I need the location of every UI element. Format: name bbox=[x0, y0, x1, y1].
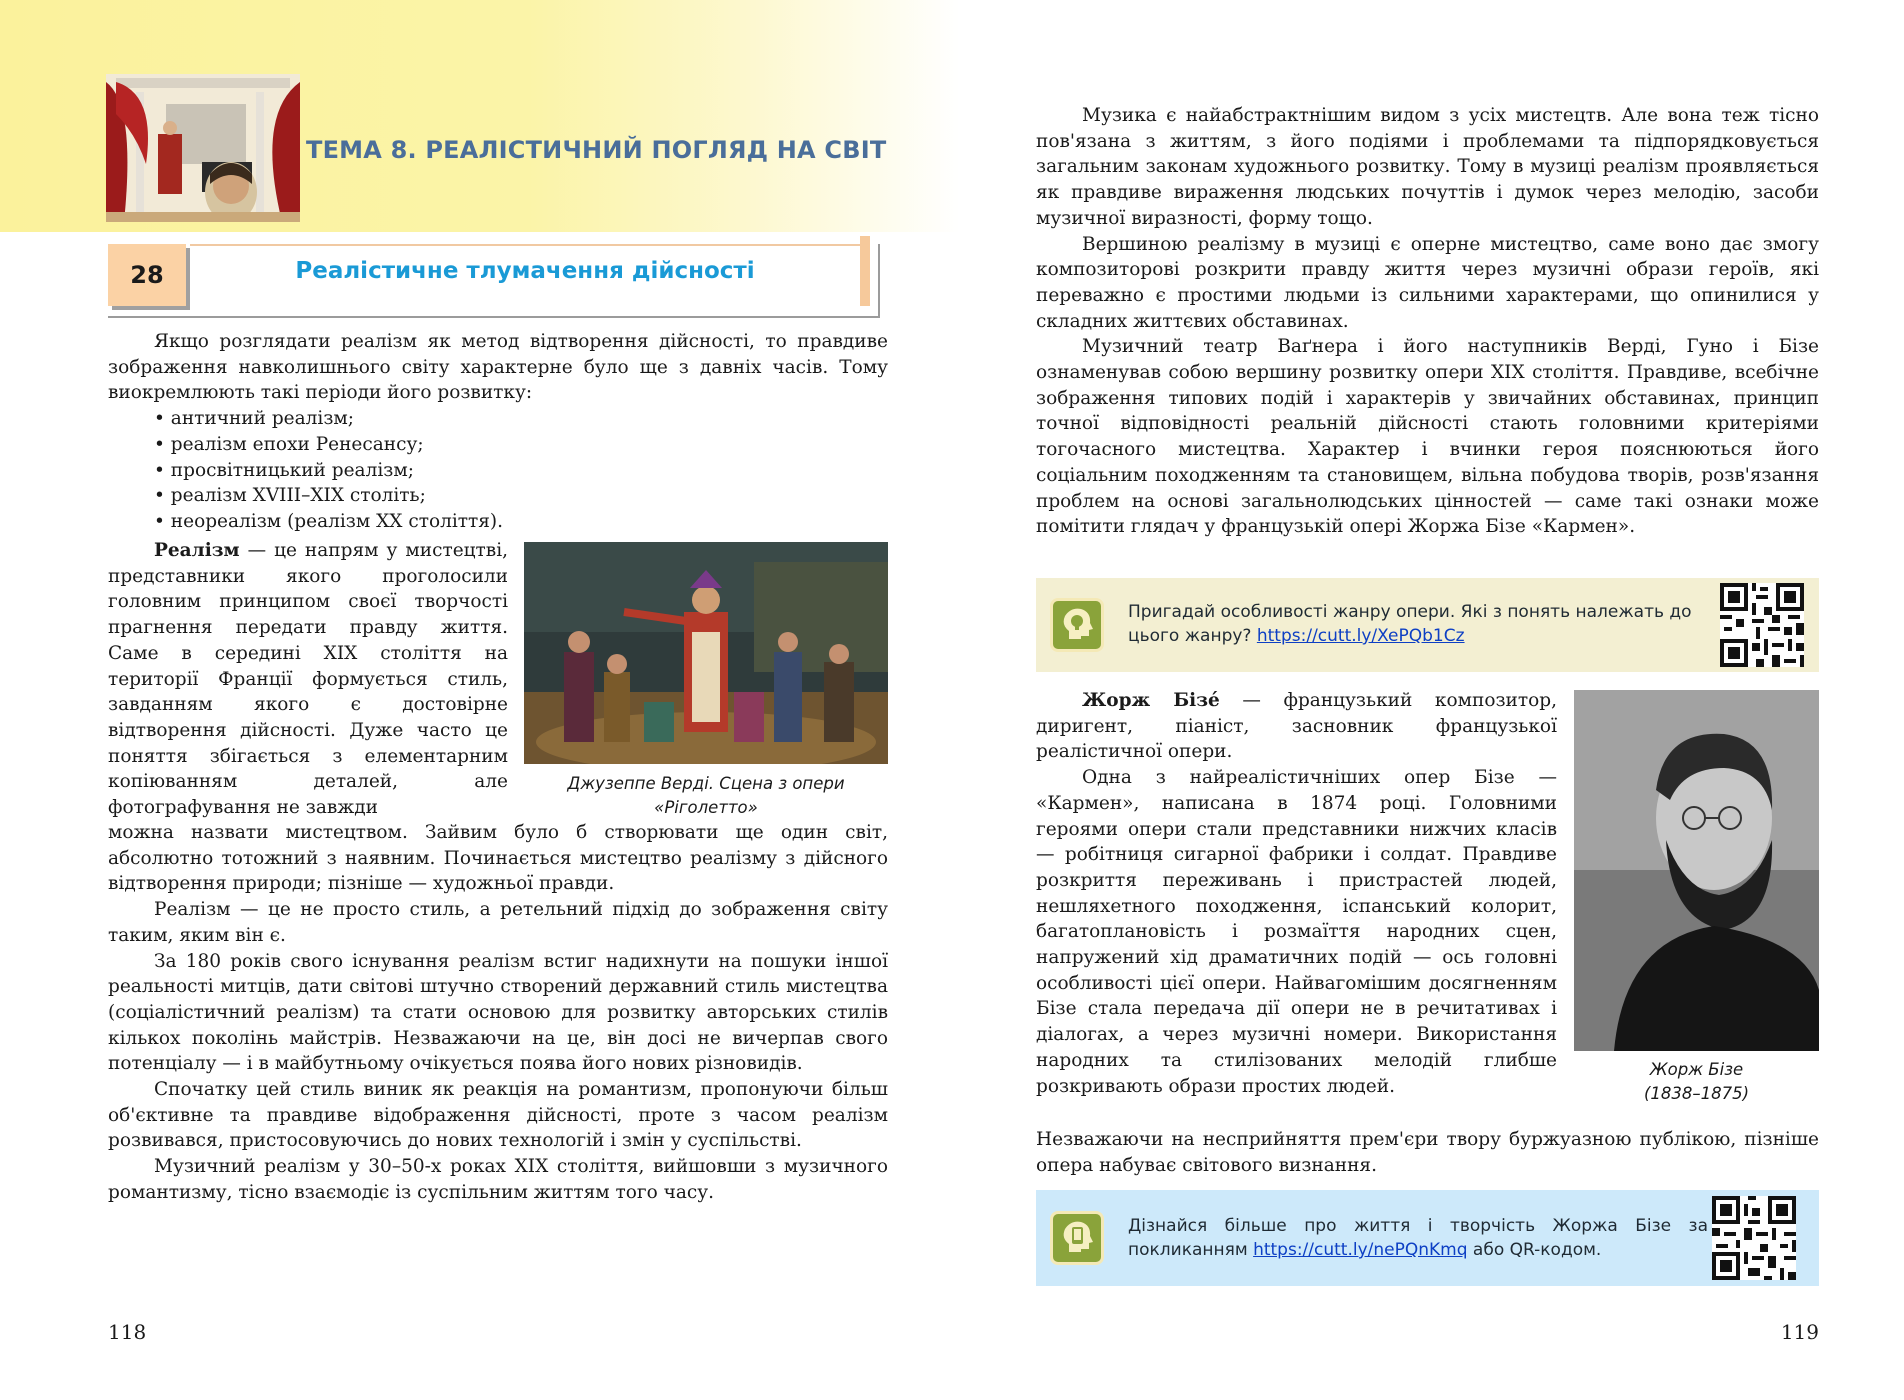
lesson-header-accent bbox=[860, 236, 870, 306]
recall-note-link[interactable]: https://cutt.ly/XePQb1Cz bbox=[1256, 626, 1465, 646]
recall-note bbox=[1036, 578, 1819, 672]
bizet-name: Жорж Бізе́ bbox=[1082, 690, 1220, 711]
opera-photo-caption: Джузеппе Верді. Сцена з опери «Ріголетто» bbox=[567, 774, 845, 817]
realism-definition-text: — це напрям у мистецтві, представники якого проголосили головним принципом своєї творчості прагнення передати правду життя. Саме в середині XIX століття на території Франції формується стиль, завданням якого є достовірне відтворення дійсності. Дуже часто це поняття збігається з елементарним копіюванням деталей, але фотографування не завжди bbox=[108, 540, 508, 819]
learn-more-note bbox=[1036, 1190, 1819, 1286]
rigoletto-scene-photo bbox=[524, 542, 888, 764]
learn-more-link[interactable]: https://cutt.ly/nePQnKmq bbox=[1253, 1240, 1468, 1260]
music-text-block bbox=[1036, 103, 1819, 540]
history-paragraph: За 180 років свого існування реалізм встиг надихнути на пошуки іншої реальності митців, дати світові штучно створений державний стиль мистецтва (соціалістичний реалізм) та стати основою для розвитку авторських стилів кількох поколінь майстрів. Незважаючи на це, він досі не вичерпав свого потенціалу — і в майбутньому очікується поява його нових різновидів. bbox=[108, 950, 888, 1075]
opera-paragraph: Вершиною реалізму в музиці є оперне мистецтво, саме воно дає змогу композиторові розкрити правду життя через музичні образи героїв, які переважно є простими людьми із сильними характерами, що опинилися у складних життєвих обставинах. bbox=[1036, 233, 1819, 332]
list-item: • реалізм XVIII–XIX століть; bbox=[154, 483, 888, 509]
style-paragraph: Реалізм — це не просто стиль, а ретельний підхід до зображення світу таким, яким він є. bbox=[108, 899, 888, 946]
recall-note-text: Пригадай особливості жанру опери. Які з понять належать до цього жанру? https://cutt.ly/XePQb1Cz bbox=[1128, 602, 1692, 646]
page-number: 118 bbox=[108, 1320, 147, 1344]
lesson-title: Реалістичне тлумачення дійсності bbox=[295, 258, 755, 284]
list-item: • античний реалізм; bbox=[154, 406, 888, 432]
carmen-tail-block bbox=[1036, 1127, 1819, 1178]
carmen-paragraph: Одна з найреалістичніших опер Бізе — «Кармен», написана в 1874 році. Головними героями опери стали представники нижчих класів — робітниця сигарної фабрики і солдат. Правдиве розкриття переживань і пристрастей людей, нешляхетного походження, іспанський колорит, багатоплановість і розмаїття народних сцен, напружений хід драматичних подій — ось головні особливості цієї опери. Найвагомішим досягненням Бізе стала передача дії опери не в речитативах і діалогах, а через музичні номери. Використання народних та стилізованих мелодій глибше розкривають образи простих людей. bbox=[1036, 767, 1557, 1097]
bizet-definition: — французький композитор, диригент, піаніст, засновник французької реалістичної опери. bbox=[1036, 690, 1557, 763]
list-item: • неореалізм (реалізм XX століття). bbox=[154, 509, 888, 535]
bizet-portrait-photo bbox=[1574, 690, 1819, 1051]
bizet-text-block bbox=[1036, 688, 1557, 1099]
music-realism-paragraph: Музичний реалізм у 30–50-х роках XIX століття, вийшовши з музичного романтизму, тісно взаємодіє із суспільним життям того часу. bbox=[108, 1156, 888, 1203]
main-text-block bbox=[108, 820, 888, 1206]
qr-code-icon[interactable] bbox=[1720, 583, 1804, 667]
realism-definition bbox=[108, 538, 508, 821]
bizet-caption-years: (1838–1875) bbox=[1643, 1084, 1750, 1103]
carmen-tail: Незважаючи на несприйняття прем'єри твору буржуазною публікою, пізніше опера набуває світового визнання. bbox=[1036, 1129, 1819, 1176]
learn-more-text: Дізнайся більше про життя і творчість Жоржа Бізе за покликанням https://cutt.ly/nePQnKmq або QR-кодом. bbox=[1128, 1216, 1708, 1260]
reaction-paragraph: Спочатку цей стиль виник як реакція на романтизм, пропонуючи більш об'єктивне та правдиве відображення дійсності, проте з часом реалізм розвивався, пристосовуючись до нових технологій і змін у суспільстві. bbox=[108, 1079, 888, 1152]
wagner-paragraph: Музичний театр Ваґнера і його наступників Верді, Гуно і Бізе ознаменував собою вершину розвитку опери XIX століття. Правдиве, всебічне зображення типових подій і характерів у звичайних обставинах, принцип точної відповідності реальній дійсності стають головними критеріями тогочасного мистецтва. Характер і вчинки героя пояснюються його соціальним походженням та становищем, вільна побудова творів, розв'язання проблем на основі загальнолюдських цінностей — саме такі ознаки може помітити глядач у французькій опері Жоржа Бізе «Кармен». bbox=[1036, 336, 1819, 538]
phone-head-icon bbox=[1050, 1211, 1104, 1265]
page-number: 119 bbox=[1780, 1320, 1819, 1344]
bizet-caption-name: Жорж Бізе bbox=[1649, 1060, 1744, 1079]
theme-title: ТЕМА 8. РЕАЛІСТИЧНИЙ ПОГЛЯД НА СВІТ bbox=[306, 136, 887, 164]
qr-code-icon[interactable] bbox=[1712, 1196, 1796, 1280]
theater-illustration bbox=[106, 74, 300, 222]
realism-continuation: можна назвати мистецтвом. Зайвим було б створювати ще один світ, абсолютно тотожний з наявним. Починається мистецтво реалізму з дійсного відтворення природи; пізніше — художньої правди. bbox=[108, 822, 888, 895]
lightbulb-head-icon bbox=[1050, 598, 1104, 652]
bizet-caption bbox=[1574, 1058, 1819, 1106]
list-item: • реалізм епохи Ренесансу; bbox=[154, 432, 888, 458]
intro-block bbox=[108, 329, 888, 535]
periods-list bbox=[108, 406, 888, 535]
list-item: • просвітницький реалізм; bbox=[154, 458, 888, 484]
right-page bbox=[952, 0, 1904, 1400]
music-paragraph: Музика є найабстрактнішим видом з усіх мистецтв. Але вона теж тісно пов'язана з життям, з його подіями і проблемами та підпорядковується загальним законам художнього розвитку. Тому в музиці реалізм проявляється як правдиве вираження людських почуттів і думок через мелодію, засоби музичної виразності, форму тощо. bbox=[1036, 105, 1819, 229]
realism-term: Реалізм bbox=[154, 540, 240, 561]
lesson-number-badge: 28 bbox=[108, 244, 186, 306]
intro-paragraph: Якщо розглядати реалізм як метод відтворення дійсності, то правдиве зображення навколишнього світу характерне було ще з давніх часів. Тому виокремлюють такі періоди його розвитку: bbox=[108, 331, 888, 404]
